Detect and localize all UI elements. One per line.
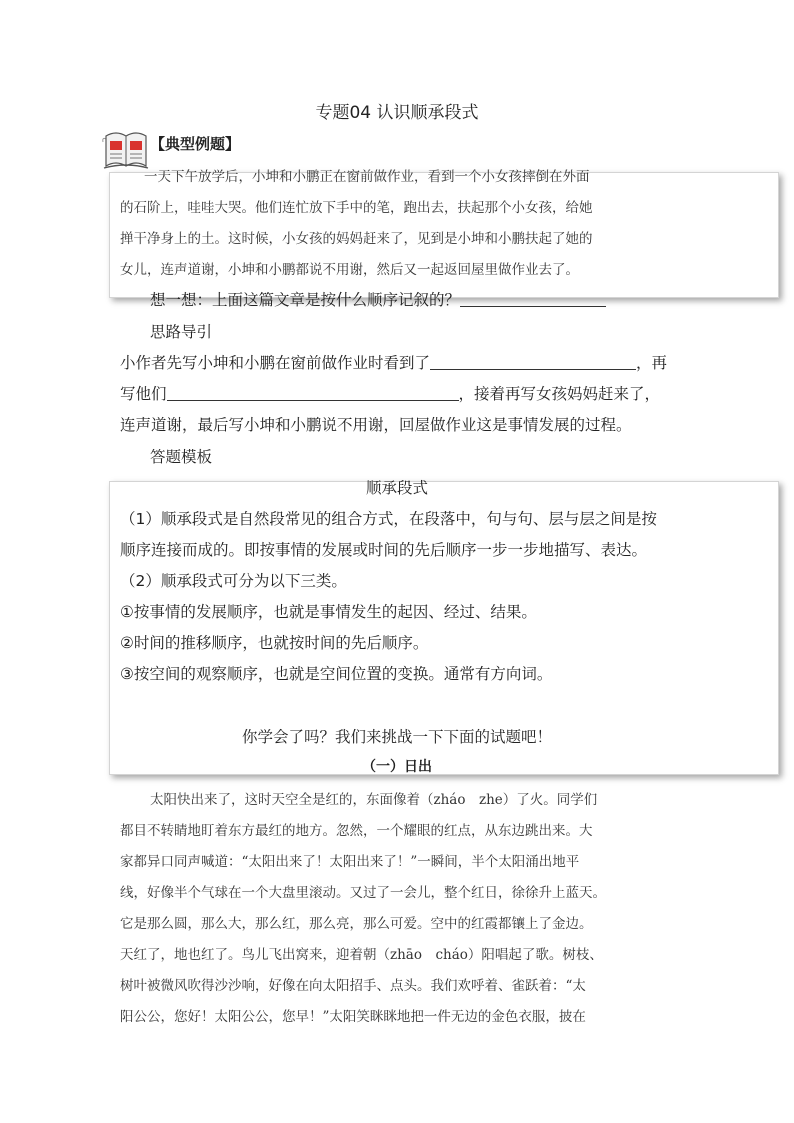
story-line: 的石阶上，哇哇大哭。他们连忙放下手中的笔，跑出去，扶起那个小女孩，给她 [120,200,593,216]
passage-line: 太阳快出来了，这时天空全是红的，东面像着（zháo zhe）了火。同学们 [150,792,598,808]
story-line: 一天下午放学后，小坤和小鹏正在窗前做作业，看到一个小女孩摔倒在外面 [144,169,590,185]
passage-line: 它是那么圆，那么大，那么红，那么亮，那么可爱。空中的红霞都镶上了金边。 [120,916,593,932]
template-text: （1）顺承段式是自然段常见的组合方式，在段落中，句与句、层与层之间是按 [120,510,657,528]
page-title: 专题04 认识顺承段式 [315,103,479,123]
question-text: 想一想：上面这篇文章是按什么顺序记叙的？ [150,291,461,309]
passage-line: 家都异口同声喊道：“太阳出来了！太阳出来了！”一瞬间，半个太阳涌出地平 [120,854,580,870]
passage-line: 树叶被微风吹得沙沙响，好像在向太阳招手、点头。我们欢呼着、雀跃着：“太 [120,978,586,994]
template-item: ①按事情的发展顺序，也就是事情发生的起因、经过、结果。 [120,603,537,621]
challenge-text: 你学会了吗？我们来挑战一下下面的试题吧！ [241,728,552,746]
passage-line: 阳公公，您好！太阳公公，您早！”太阳笑眯眯地把一件无边的金色衣服，披在 [120,1009,586,1025]
passage-line: 天红了，地也红了。鸟儿飞出窝来，迎着朝（zhāo cháo）阳唱起了歌。树枝、 [120,947,603,963]
example-section-label: 【典型例题】 [150,135,241,153]
guide-line [120,351,667,373]
story-line: 掸干净身上的土。这时候，小女孩的妈妈赶来了，见到是小坤和小鹏扶起了她的 [120,231,593,247]
guide-text: ，再 [636,354,668,372]
guide-line [120,382,660,404]
template-heading: 答题模板 [150,448,213,466]
guide-heading: 思路导引 [150,323,213,341]
question-line [150,288,606,310]
passage-line: 都目不转睛地盯着东方最红的地方。忽然，一个耀眼的红点，从东边跳出来。大 [120,823,593,839]
guide-text: 写他们 [120,385,167,403]
story-line: 女儿，连声道谢，小坤和小鹏都说不用谢，然后又一起返回屋里做作业去了。 [120,262,579,278]
passage-line: 线，好像半个气球在一个大盘里滚动。又过了一会儿，整个红日，徐徐升上蓝天。 [120,885,606,901]
guide-line: 连声道谢，最后写小坤和小鹏说不用谢，回屋做作业这是事情发展的过程。 [120,416,632,434]
guide-text: ，接着再写女孩妈妈赶来了， [458,385,661,403]
template-item: ②时间的推移顺序，也就按时间的先后顺序。 [120,634,429,652]
template-text: 顺序连接而成的。即按事情的发展或时间的先后顺序一步一步地描写、表达。 [120,541,648,559]
template-box-title: 顺承段式 [365,479,428,497]
answer-blank[interactable] [167,386,459,401]
guide-text: 小作者先写小坤和小鹏在窗前做作业时看到了 [120,354,431,372]
template-text: （2）顺承段式可分为以下三类。 [120,572,347,590]
section-title: （一）日出 [362,759,432,775]
answer-blank[interactable] [430,355,636,370]
answer-blank[interactable] [460,292,606,307]
template-item: ③按空间的观察顺序，也就是空间位置的变换。通常有方向词。 [120,665,553,683]
